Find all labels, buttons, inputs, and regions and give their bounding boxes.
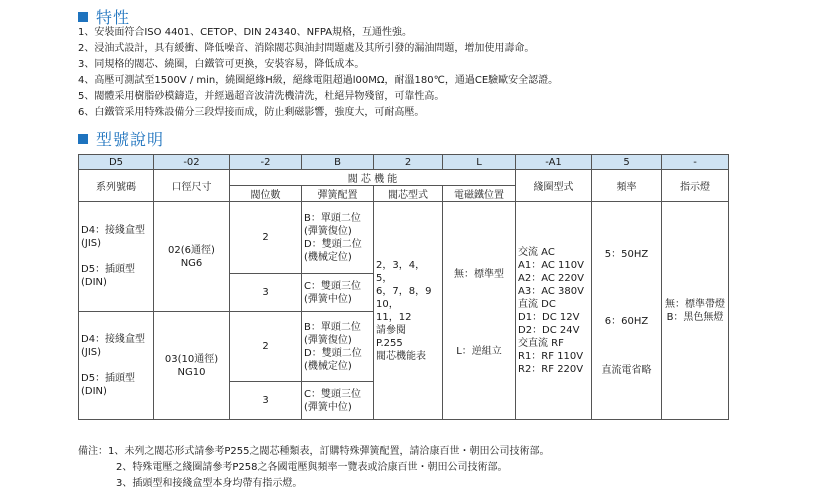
- cell-line: B：黑色無燈: [666, 311, 724, 323]
- note-item: 2、特殊電壓之綫圈請參考P258之各國電壓與頻率一覽表或洽康百世・朝田公司技術部。: [116, 462, 508, 473]
- code-row: [79, 155, 729, 170]
- cell-line: (DIN): [81, 277, 107, 288]
- cell-line: R2：RF 220V: [518, 363, 584, 375]
- cell-line: P.255: [376, 337, 403, 349]
- positions-cell: 2: [230, 312, 302, 382]
- header-size: 口徑尺寸: [154, 170, 230, 202]
- cell-line: D4：接綫盒型: [81, 334, 146, 345]
- cell-line: (彈簧復位): [304, 334, 352, 346]
- positions-cell: 2: [230, 202, 302, 274]
- cell-line: (機械定位): [304, 251, 352, 263]
- feature-item: 2、浸油式設計，具有緩衝、降低噪音、消除閥芯與油封問題處及其所引發的漏油問題，增加使用壽命。: [78, 43, 535, 54]
- cell-line: (JIS): [81, 347, 102, 358]
- cell-line: R1：RF 110V: [518, 350, 584, 362]
- cell-line: 10，: [376, 298, 399, 310]
- cell-line: B：單頭二位: [304, 321, 361, 333]
- cell-line: D4：接綫盒型: [81, 225, 146, 236]
- cell-line: 11，12: [376, 311, 412, 323]
- indicator-cell: [662, 202, 729, 420]
- feature-item: 3、同規格的閥芯、繞圈，白鐵管可更換，安裝容易，降低成本。: [78, 59, 365, 70]
- cell-line: D5：插頭型: [81, 264, 136, 275]
- header-frequency: 頻率: [592, 170, 662, 202]
- cell-line: (JIS): [81, 238, 102, 249]
- cell-line: 請參閱: [376, 324, 406, 336]
- cell-line: (機械定位): [304, 360, 352, 372]
- code-cell: 2: [374, 155, 443, 170]
- size-cell: [154, 202, 230, 312]
- cell-line: C：雙頭三位: [304, 388, 361, 400]
- cell-line: 無：標準型: [454, 268, 504, 280]
- spring-cell: [302, 312, 374, 382]
- code-cell: -A1: [516, 155, 592, 170]
- model-code-table: [78, 154, 729, 420]
- code-cell: -02: [154, 155, 230, 170]
- header-solenoid-position: 電磁鐵位置: [443, 186, 516, 202]
- solenoid-position-cell: [443, 202, 516, 420]
- cell-line: 6：60HZ: [604, 316, 649, 327]
- section-title: 特性: [96, 8, 131, 27]
- cell-line: [81, 359, 151, 372]
- header-row: [79, 170, 729, 186]
- cell-line: A3：AC 380V: [518, 285, 584, 297]
- cell-line: (彈簧復位): [304, 225, 352, 237]
- cell-line: 直流 DC: [518, 298, 556, 310]
- feature-item: 6、白鐵管采用特殊設備分三段焊接而成，防止剩磁影響，強度大，可耐高壓。: [78, 107, 425, 118]
- cell-line: NG6: [180, 257, 203, 269]
- feature-item: 4、高壓可測試至1500V / min，繞圈絕緣H級，絕緣電阻超過l00MΩ，耐溫180℃，通過CE驗歐安全認證。: [78, 75, 559, 86]
- coil-cell: [516, 202, 592, 420]
- cell-line: 6，7，8，9: [376, 285, 432, 297]
- cell-line: D5：插頭型: [81, 373, 136, 384]
- header-positions: 閥位數: [230, 186, 302, 202]
- blue-square-icon: [78, 134, 88, 144]
- table-row: [79, 202, 729, 274]
- cell-line: (彈簧中位): [304, 293, 352, 305]
- cell-line: 交直流 RF: [518, 337, 564, 349]
- notes: [78, 444, 549, 492]
- cell-line: 無：標準帶燈: [665, 298, 725, 310]
- header-indicator: 指示燈: [662, 170, 729, 202]
- cell-line: D2：DC 24V: [518, 324, 580, 336]
- cell-line: (DIN): [81, 386, 107, 397]
- cell-line: D：雙頭二位: [304, 238, 362, 250]
- spring-cell: [302, 202, 374, 274]
- header-spool-type: 閥芯型式: [374, 186, 443, 202]
- header-spool: 閥 芯 機 能: [230, 170, 516, 186]
- cell-line: 直流電省略: [601, 365, 652, 376]
- header-spring: 彈簧配置: [302, 186, 374, 202]
- cell-line: 5：50HZ: [604, 249, 649, 260]
- code-cell: B: [302, 155, 374, 170]
- cell-line: B：單頭二位: [304, 212, 361, 224]
- spring-cell: [302, 382, 374, 420]
- spool-type-cell: [374, 202, 443, 420]
- code-cell: -: [662, 155, 729, 170]
- size-cell: [154, 312, 230, 420]
- cell-line: NG10: [177, 366, 206, 378]
- code-cell: D5: [79, 155, 154, 170]
- cell-line: 02(6通徑): [168, 244, 215, 256]
- cell-line: A1：AC 110V: [518, 259, 584, 271]
- cell-line: L：逆組立: [456, 345, 502, 357]
- code-cell: L: [443, 155, 516, 170]
- features-list: [78, 25, 558, 121]
- feature-item: 1、安裝面符合ISO 4401、CETOP、DIN 24340、NFPA規格，互通性強。: [78, 27, 413, 38]
- cell-line: [81, 250, 151, 263]
- section-heading-model: [78, 127, 164, 150]
- series-cell: [79, 202, 154, 312]
- cell-line: 閥芯機能表: [376, 350, 426, 362]
- frequency-cell: [592, 202, 662, 420]
- note-item: 備注：1、未列之閥芯形式請參考P255之閥芯種類表，訂購特殊彈簧配置，請洽康百世・朝田公司技術部。: [78, 446, 550, 457]
- header-series: 系列號碼: [79, 170, 154, 202]
- header-coil: 綫圈型式: [516, 170, 592, 202]
- cell-line: D：雙頭二位: [304, 347, 362, 359]
- cell-line: D1：DC 12V: [518, 311, 580, 323]
- cell-line: 03(10通徑): [164, 353, 219, 365]
- cell-line: 交流 AC: [518, 246, 555, 258]
- series-cell: [79, 312, 154, 420]
- cell-line: 2，3，4，5，: [376, 259, 426, 284]
- cell-line: A2：AC 220V: [518, 272, 584, 284]
- positions-cell: 3: [230, 382, 302, 420]
- section-title: 型號說明: [96, 130, 165, 149]
- positions-cell: 3: [230, 274, 302, 312]
- cell-line: C：雙頭三位: [304, 280, 361, 292]
- feature-item: 5、閥體采用樹脂砂模鑄造，并經過超音波清洗機清洗，杜絕异物殘留，可靠性高。: [78, 91, 445, 102]
- blue-square-icon: [78, 12, 88, 22]
- code-cell: 5: [592, 155, 662, 170]
- code-cell: -2: [230, 155, 302, 170]
- note-item: 3、插頭型和接綫盒型本身均帶有指示燈。: [116, 478, 303, 489]
- cell-line: (彈簧中位): [304, 401, 352, 413]
- spring-cell: [302, 274, 374, 312]
